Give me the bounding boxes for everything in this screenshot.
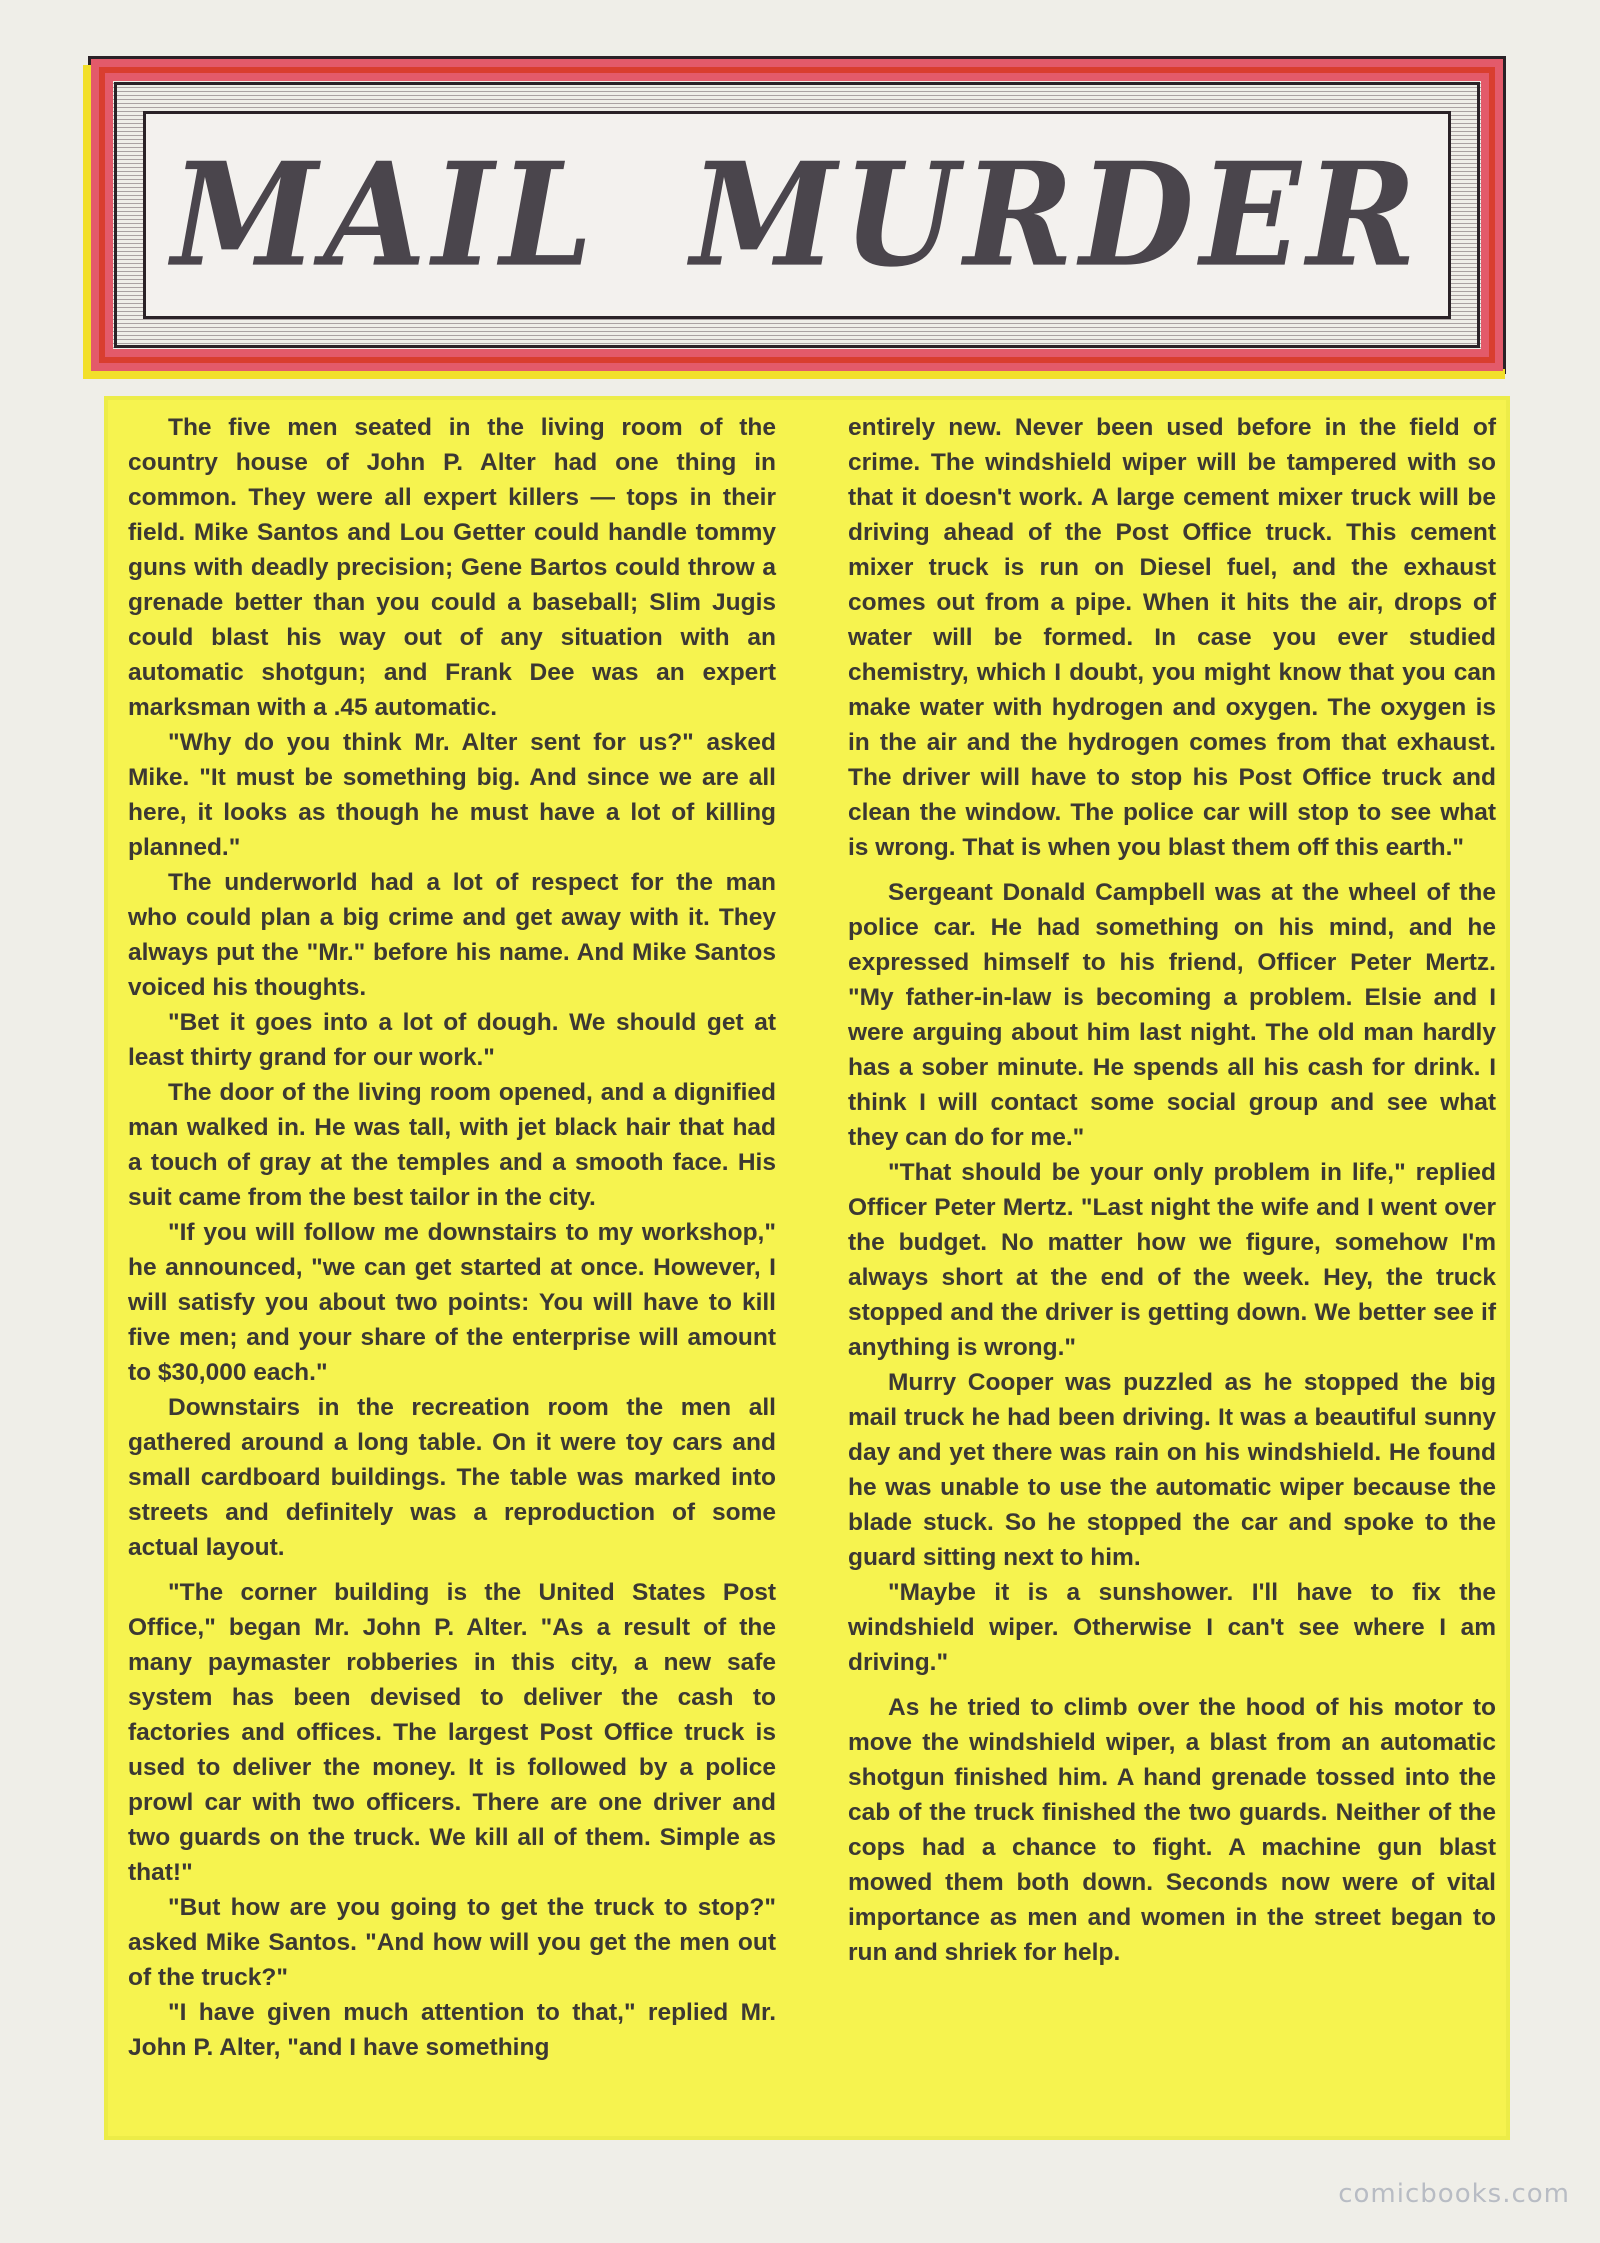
paragraph: "Maybe it is a sunshower. I'll have to fix the windshield wiper. Otherwise I can't see where I am driving." [848, 1579, 1496, 1676]
paragraph: "If you will follow me downstairs to my workshop," he announced, "we can get started at once. However, I will satisfy you about two points: You will have to kill five men; and your share of the enterprise will amount to $30,000 each." [128, 1219, 776, 1386]
paragraph: Downstairs in the recreation room the men all gathered around a long table. On it were toy cars and small cardboard buildings. The table was marked into streets and definitely was a reproduction of some actual layout. [128, 1394, 776, 1561]
paragraph: "That should be your only problem in life," replied Officer Peter Mertz. "Last night the wife and I went over the budget. No matter how we figure, somehow I'm always short at the end of the week. Hey, the truck stopped and the driver is getting down. We better see if anything is wrong." [848, 1159, 1496, 1361]
paragraph: "Why do you think Mr. Alter sent for us?" asked Mike. "It must be something big. And since we are all here, it looks as though he must have a lot of killing planned." [128, 729, 776, 861]
title-panel [143, 111, 1451, 319]
paragraph: As he tried to climb over the hood of his motor to move the windshield wiper, a blast from an automatic shotgun finished him. A hand grenade tossed into the cab of the truck finished the two guards. Neither of the cops had a chance to fight. A machine gun blast mowed them both down. Seconds now were of vital importance as men and women in the street began to run and shriek for help. [848, 1694, 1496, 1966]
paragraph: "Bet it goes into a lot of dough. We should get at least thirty grand for our work." [128, 1009, 776, 1071]
watermark: comicbooks.com [1338, 2179, 1570, 2209]
paragraph: The door of the living room opened, and a dignified man walked in. He was tall, with jet black hair that had a touch of gray at the temples and a smooth face. His suit came from the best tailor in the city. [128, 1079, 776, 1211]
story-text-block [108, 400, 1506, 2136]
paragraph: "I have given much attention to that," replied Mr. John P. Alter, "and I have something [128, 1999, 776, 2061]
paragraph: The five men seated in the living room of the country house of John P. Alter had one thing in common. They were all expert killers — tops in their field. Mike Santos and Lou Getter could handle tommy guns with deadly precision; Gene Bartos could throw a grenade better than you could a baseball; Slim Jugis could blast his way out of any situation with an automatic shotgun; and Frank Dee was an expert marksman with a .45 automatic. [128, 414, 776, 721]
paragraph: Sergeant Donald Campbell was at the wheel of the police car. He had something on his mind, and he expressed himself to his friend, Officer Peter Mertz. "My father-in-law is becoming a problem. Elsie and I were arguing about him last night. The old man hardly has a sober minute. He spends all his cash for drink. I think I will contact some social group and see what they can do for me." [848, 879, 1496, 1151]
title-banner [88, 56, 1506, 374]
story-title: MAIL MURDER [171, 131, 1423, 299]
paragraph: entirely new. Never been used before in the field of crime. The windshield wiper will be tampered with so that it doesn't work. A large cement mixer truck will be driving ahead of the Post Office truck. This cement mixer truck is run on Diesel fuel, and the exhaust comes out from a pipe. When it hits the air, drops of water will be formed. In case you ever studied chemistry, which I doubt, you might know that you can make water with hydrogen and oxygen. The oxygen is in the air and the hydrogen comes from that exhaust. The driver will have to stop his Post Office truck and clean the window. The police car will stop to see what is wrong. That is when you blast them off this earth." [848, 414, 1496, 861]
left-column [128, 410, 776, 2065]
paragraph: "But how are you going to get the truck to stop?" asked Mike Santos. "And how will you get the men out of the truck?" [128, 1894, 776, 1991]
paragraph: Murry Cooper was puzzled as he stopped the big mail truck he had been driving. It was a beautiful sunny day and yet there was rain on his windshield. He found he was unable to use the automatic wiper because the blade stuck. So he stopped the car and spoke to the guard sitting next to him. [848, 1369, 1496, 1571]
right-column [848, 410, 1496, 1970]
paragraph: The underworld had a lot of respect for the man who could plan a big crime and get away with it. They always put the "Mr." before his name. And Mike Santos voiced his thoughts. [128, 869, 776, 1001]
paragraph: "The corner building is the United States Post Office," began Mr. John P. Alter. "As a result of the many paymaster robberies in this city, a new safe system has been devised to deliver the cash to factories and offices. The largest Post Office truck is used to deliver the money. It is followed by a police prowl car with two officers. There are one driver and two guards on the truck. We kill all of them. Simple as that!" [128, 1579, 776, 1886]
